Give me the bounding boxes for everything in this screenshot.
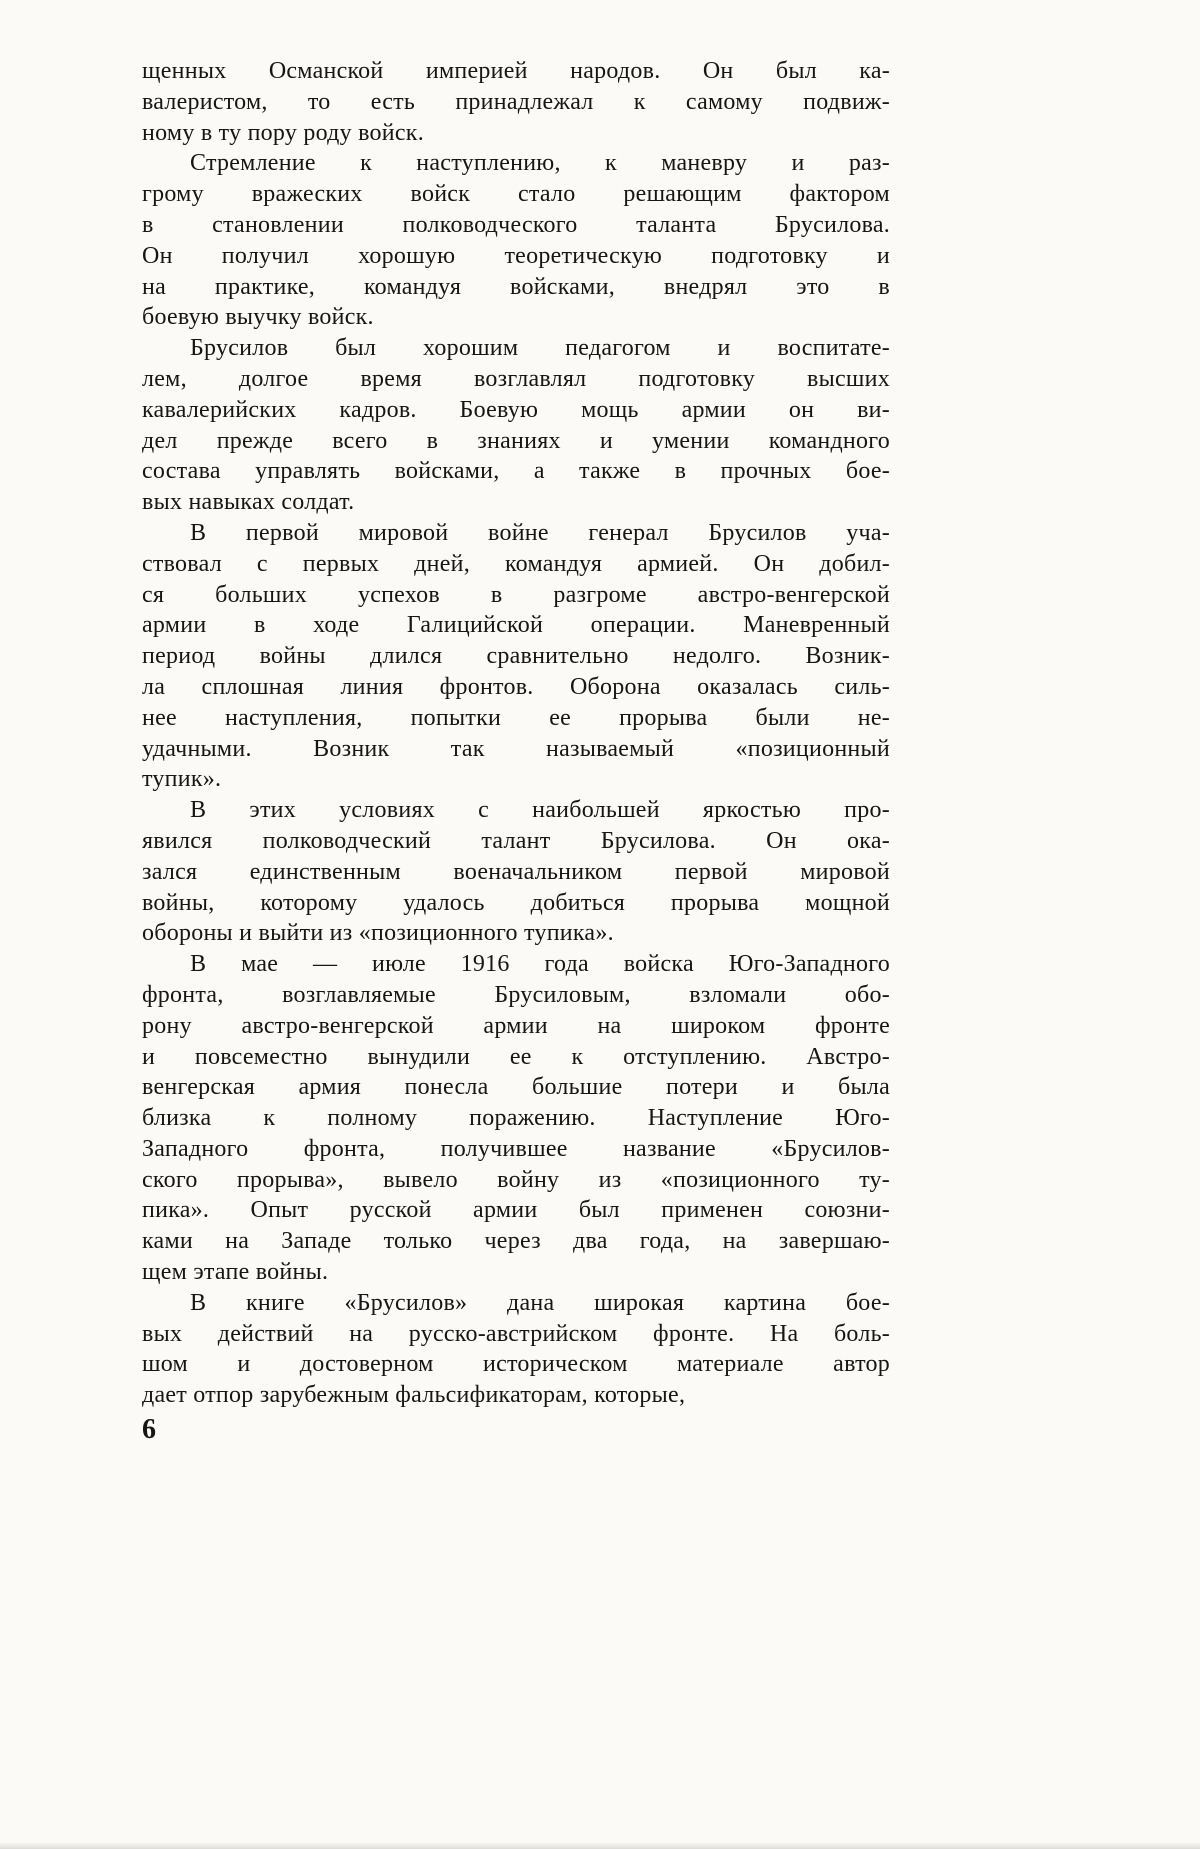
text-line: удачными. Возник так называемый «позиционный: [142, 735, 890, 762]
text-line: войны, которому удалось добиться прорыва мощной: [142, 889, 890, 916]
text-block: [142, 56, 890, 1411]
text-line: грому вражеских войск стало решающим фактором: [142, 181, 890, 208]
paragraph: [142, 949, 890, 1288]
text-line: явился полководческий талант Брусилова. Он ока-: [142, 827, 890, 854]
text-line: В книге «Брусилов» дана широкая картина бое-: [190, 1289, 890, 1316]
text-line: ского прорыва», вывело войну из «позиционного ту-: [142, 1166, 890, 1193]
text-line: В первой мировой войне генерал Брусилов уча-: [190, 519, 890, 546]
text-line: нее наступления, попытки ее прорыва были не-: [142, 704, 890, 731]
text-line: и повсеместно вынудили ее к отступлению. Австро-: [142, 1043, 890, 1070]
text-line: кавалерийских кадров. Боевую мощь армии он ви-: [142, 396, 890, 423]
text-line: зался единственным военачальником первой мировой: [142, 858, 890, 885]
text-line: шом и достоверном историческом материале автор: [142, 1351, 890, 1378]
text-line: ся больших успехов в разгроме австро-венгерской: [142, 581, 890, 608]
text-line: период войны длился сравнительно недолго. Возник-: [142, 643, 890, 670]
text-line: фронта, возглавляемые Брусиловым, взломали обо-: [142, 981, 890, 1008]
paragraph: [142, 56, 890, 148]
text-line: ствовал с первых дней, командуя армией. Он добил-: [142, 550, 890, 577]
paragraph: [142, 795, 890, 949]
paragraph: [142, 148, 890, 333]
scan-edge-artifact: [0, 1842, 1200, 1849]
text-line: В мае — июле 1916 года войска Юго-Западного: [190, 951, 890, 978]
paragraph: [142, 1288, 890, 1411]
text-line: вых навыках солдат.: [142, 489, 355, 516]
text-line: рону австро-венгерской армии на широком фронте: [142, 1012, 890, 1039]
text-line: В этих условиях с наибольшей яркостью про-: [190, 797, 890, 824]
text-line: лем, долгое время возглавлял подготовку высших: [142, 365, 890, 392]
text-line: дает отпор зарубежным фальсификаторам, которые,: [142, 1382, 686, 1409]
paragraph: [142, 518, 890, 795]
text-line: вых действий на русско-австрийском фронте. На боль-: [142, 1320, 890, 1347]
text-line: щенных Османской империей народов. Он был ка-: [142, 58, 890, 84]
text-line: венгерская армия понесла большие потери и была: [142, 1074, 890, 1101]
text-line: состава управлять войсками, а также в прочных бое-: [142, 458, 890, 485]
text-line: обороны и выйти из «позиционного тупика».: [142, 920, 614, 947]
text-line: армии в ходе Галицийской операции. Маневренный: [142, 612, 890, 639]
text-line: Стремление к наступлению, к маневру и раз-: [190, 150, 890, 177]
text-line: пика». Опыт русской армии был применен союзни-: [142, 1197, 890, 1224]
text-line: щем этапе войны.: [142, 1259, 329, 1286]
paragraph: [142, 333, 890, 518]
text-line: на практике, командуя войсками, внедрял это в: [142, 273, 890, 300]
text-line: в становлении полководческого таланта Брусилова.: [142, 211, 890, 238]
text-line: тупик».: [142, 766, 222, 793]
text-line: боевую выучку войск.: [142, 304, 374, 331]
page-number: 6: [142, 1414, 156, 1445]
text-line: ками на Западе только через два года, на завершаю-: [142, 1228, 890, 1255]
text-line: Он получил хорошую теоретическую подготовку и: [142, 242, 890, 269]
text-line: ла сплошная линия фронтов. Оборона оказалась силь-: [142, 673, 890, 700]
text-line: дел прежде всего в знаниях и умении командного: [142, 427, 890, 454]
text-line: Брусилов был хорошим педагогом и воспитате-: [190, 335, 890, 362]
text-line: ному в ту пору роду войск.: [142, 119, 424, 146]
text-line: Западного фронта, получившее название «Брусилов-: [142, 1135, 890, 1162]
text-line: близка к полному поражению. Наступление Юго-: [142, 1105, 890, 1132]
text-line: валеристом, то есть принадлежал к самому подвиж-: [142, 88, 890, 115]
